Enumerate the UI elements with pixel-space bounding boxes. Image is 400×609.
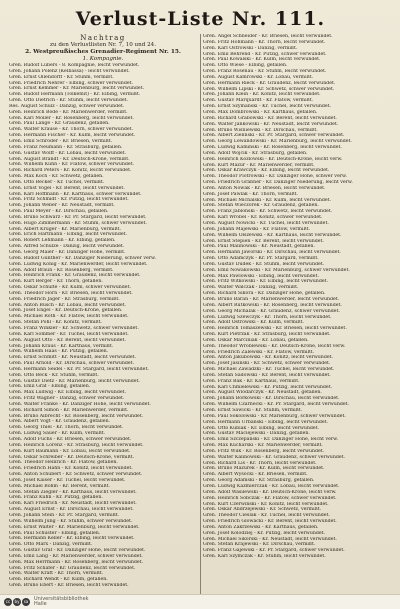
list-item: Gren. Kurt Mazur - Kr. Marienwerder, vermißt. bbox=[203, 162, 315, 168]
list-item: Gren. Richard Wendt - Kr. Kulm, gefallen. bbox=[9, 577, 108, 583]
list-item: Gren. Max Ludwig - Kr. Elbing, leicht verwundet. bbox=[9, 390, 126, 396]
list-item: Gren. Richard Grabowski - Kr. Berent, leicht verwundet. bbox=[203, 115, 337, 121]
list-item: Gren. Gustav Marquardt - Kr. Flatow, vermißt. bbox=[203, 98, 314, 104]
list-item: Gren. Fritz Schäfer - Kr. Graudenz, leicht verwundet. bbox=[9, 565, 136, 571]
list-item: Gren. August Brandt - Kr. Deutsch-Krone, vermißt. bbox=[9, 156, 130, 162]
library-line-2: Halle bbox=[34, 601, 47, 607]
list-item: Gren. Otto Kubiak - Kr. Elbing, leicht verwundet. bbox=[203, 425, 320, 431]
list-item: Gren. Stefan Krajewski - Kr. Dirschau, vermißt. bbox=[203, 542, 316, 548]
left-entry-list bbox=[9, 63, 197, 589]
list-item: Gren. Friedrich Nehrer - Elbing, schwer verwundet. bbox=[9, 80, 133, 86]
list-item: Gren. Gustav Dietz - Kr. Marienburg, leicht verwundet. bbox=[9, 378, 140, 384]
list-item: Gren. Ernst Stepien - Kr. Berent, leicht verwundet. bbox=[203, 238, 324, 244]
list-item: Gren. Michael Zawadzki - Kr. Tuchel, leicht verwundet. bbox=[203, 367, 335, 373]
list-item: Gren. Walter Krause - Kr. Thorn, schwer verwundet. bbox=[9, 127, 133, 133]
library-footer bbox=[0, 594, 400, 609]
list-item: Gren. Paul Meyer - Kr. Dirschau, gefallen. bbox=[9, 209, 109, 215]
list-item: Gren. Ernst Schmitt - Kr. Neustadt, leicht verwundet. bbox=[9, 355, 137, 361]
list-item: Res. August Schulz - Danzig, schwer verwundet. bbox=[9, 103, 125, 109]
list-item: Gren. Kurt Baumann - Kr. Löbau, leicht verwundet. bbox=[9, 448, 131, 454]
list-item: Gren. Walter Kalinowski - Kr. Graudenz, schwer verwundet. bbox=[203, 454, 345, 460]
list-item: Gren. Oskar Andrzejewski - Kr. Schwetz, vermißt. bbox=[203, 507, 322, 513]
list-item: Gren. Karl Wróbel - Kr. Konitz, schwer verwundet. bbox=[203, 215, 323, 221]
list-item: Gren. Oskar Marciniak - Kr. Löbau, gefallen. bbox=[203, 337, 309, 343]
by-badge: by bbox=[14, 599, 20, 604]
intro-subheading: zu den Verlustlisten Nr. 7, 10 und 24. bbox=[50, 42, 156, 48]
list-item: Gren. Paul Sokolowski - Kr. Marienburg, schwer verwundet. bbox=[203, 413, 346, 419]
list-item: Gren. Heinrich Bode - Kr. Marienwerder, vermißt. bbox=[9, 109, 128, 115]
list-item: Gren. Karl Friedrich - Kr. Neustadt, leicht verwundet. bbox=[9, 501, 137, 507]
list-item: Gren. Albert Wysocki - Kr. Briesen, vermißt. bbox=[203, 472, 308, 478]
list-item: Gren. Max Kucharski - Kr. Marienwerder, vermißt. bbox=[203, 443, 323, 449]
list-item: Gren. Otto Adamczyk - Kr. Pr. Stargard, vermißt. bbox=[203, 256, 319, 262]
list-item: Gren. Gustav Maciejewski - Danzig, gefallen. bbox=[203, 431, 310, 437]
list-item: Gren. Theodor Horn - Kr. Briesen, leicht verwundet. bbox=[9, 290, 133, 296]
list-item: Gren. Ernst Ollendorff - Kr. Stuhm, vermißt. bbox=[9, 74, 114, 80]
list-item: Gren. Otto Becker - Kr. Tuchel, vermißt. bbox=[9, 179, 105, 185]
list-item: Gren. Bruno Wisniewski - Kr. Dirschau, vermißt. bbox=[203, 127, 318, 133]
list-item: Gren. Albert Krüger - Kr. Marienburg, vermißt. bbox=[9, 226, 122, 232]
list-item: Gren. Karl Sommer - Kr. Tuchel, leicht verwundet. bbox=[9, 331, 129, 337]
list-item: Gren. Anton Jakubowski - Kr. Konitz, leicht verwundet. bbox=[203, 355, 333, 361]
list-item: Gren. Anton Busch - Kr. Löbau, leicht verwundet. bbox=[9, 302, 127, 308]
list-item: Gren. Stefan Ziegler - Kr. Karthaus, leicht verwundet. bbox=[9, 489, 137, 495]
list-item: Gren. Ernst Szymanski - Kr. Tuchel, leicht verwundet. bbox=[203, 104, 332, 110]
cc-badge: cc bbox=[5, 599, 11, 604]
list-item: Gren. Georg Adamski - Kr. Strasburg, gefallen. bbox=[203, 478, 315, 484]
list-item: Gren. Georg Thiel - Kr. Thorn, leicht verwundet. bbox=[9, 425, 124, 431]
list-item: Gren. Bruno Baran - Kr. Marienwerder, leicht verwundet. bbox=[203, 296, 340, 302]
list-item: Gren. Johann Stein - Kr. Pr. Stargard, vermißt. bbox=[9, 512, 120, 518]
list-item: Gren. Stefan Wieczorek - Kr. Graudenz, gefallen. bbox=[203, 203, 319, 209]
list-item: Gren. August Nowicki - Kr. Tuchel, leicht verwundet. bbox=[203, 221, 329, 226]
list-item: Gren. Heinrich Kozlowski - Kr. Deutsch-Krone, leicht verw. bbox=[203, 156, 343, 162]
list-item: Gren. Ludwig Kazmierczak - Kr. Löbau, leicht verwundet. bbox=[203, 483, 340, 489]
list-item: Gren. August Kamrowski - Kr. Löbau, vermißt. bbox=[203, 74, 314, 80]
list-item: Gren. Max Herrmann - Kr. Rosenberg, leicht verwundet. bbox=[9, 559, 144, 565]
list-item: Gren. Bruno Ebert - Kr. Briesen, leicht verwundet. bbox=[9, 583, 129, 589]
list-item: Gren. Max Pawlowski - Elbing, leicht verwundet. bbox=[203, 273, 319, 279]
list-item: Gren. Hermann Fischer - Kr. Kulm, leicht verwundet. bbox=[9, 133, 136, 139]
list-item: Gren. Walter Walczak - Danzig, vermißt. bbox=[203, 285, 299, 291]
left-column bbox=[9, 34, 197, 595]
list-item: Gren. Wilhelm Lipski - Kr. Schwetz, schwer verwundet. bbox=[203, 86, 335, 92]
list-item: Gren. Wilhelm Czarnecki - Kr. Pr. Stargard, leicht verwundet. bbox=[203, 402, 349, 408]
list-item: Gren. Max Koch - Kr. Schwetz, gefallen. bbox=[9, 174, 104, 180]
list-item: Gren. Max Dombrowski - Kr. Karthaus, gefallen. bbox=[203, 109, 318, 115]
list-item: Gren. Fritz Wilk - Kr. Rosenberg, leicht verwundet. bbox=[203, 448, 325, 454]
list-item: Gren. Ludwig Kaminski - Kr. Rosenberg, leicht verwundet. bbox=[203, 145, 342, 151]
list-item: Gren. Karl Chmielewski - Kr. Putzig, leicht verwundet. bbox=[203, 384, 333, 390]
list-item: Gren. Walter Franke - Kr. Danziger Höhe, leicht verwundet. bbox=[9, 401, 151, 407]
list-item: Gren. Georg Michalak - Kr. Graudenz, schwer verwundet. bbox=[203, 308, 340, 314]
page-title: Verlust-Liste Nr. 111. bbox=[75, 8, 326, 30]
list-item: Gren. Karl Szymczak - Kr. Stuhm, leicht verwundet. bbox=[203, 554, 326, 560]
list-item: Gren. Hermann Urbanski - Elbing, leicht verwundet. bbox=[203, 419, 329, 425]
list-item: Gren. Albert Vogt - Kr. Graudenz, gefallen. bbox=[9, 419, 111, 425]
list-item: Gren. Karl Hoffmann - Kr. Karthaus, schwer verwundet. bbox=[9, 191, 142, 197]
list-item: Gren. Otto Dietrich - Kr. Stuhm, leicht verwundet. bbox=[9, 98, 128, 104]
list-item: Gren. Franz Jablonski - Kr. Schwetz, leicht verwundet. bbox=[203, 209, 333, 215]
list-item: Gren. Gustav Dudek - Kr. Stuhm, leicht verwundet. bbox=[203, 261, 325, 267]
list-item: Gren. Hugo Zimmermann - Kr. Stuhm, schwer verwundet. bbox=[9, 220, 147, 226]
list-item: Gren. Anton Schubert - Kr. Schwetz, schwer verwundet. bbox=[9, 472, 143, 478]
list-item: Gren. Hermann Rieck - Kr. Graudenz, leicht verwundet. bbox=[203, 80, 336, 86]
list-item: Gren. Adolf Ostrowski - Kr. Kulm, vermißt. bbox=[203, 320, 304, 326]
list-item: Gren. Kurt Czerwinski - Kr. Konitz, leicht verwundet. bbox=[203, 501, 329, 507]
library-name bbox=[34, 597, 89, 608]
regiment-heading: 2. Westpreußisches Grenadier-Regiment Nr. 15. bbox=[25, 49, 181, 55]
list-item: Gren. Johann Weber - Kr. Neustadt, vermißt. bbox=[9, 203, 115, 209]
list-item: Gren. Bruno Albrecht - Kr. Rosenberg, leicht verwundet. bbox=[9, 413, 144, 419]
list-item: Gren. Adolf Fuchs - Kr. Briesen, schwer verwundet. bbox=[9, 437, 132, 442]
list-item: Gren. Heinrich Tomaszewski - Kr. Briesen, leicht verwundet. bbox=[203, 326, 347, 332]
sa-badge: sa bbox=[23, 599, 29, 604]
list-item: Gren. Ernst Vogel - Kr. Berent, leicht verwundet. bbox=[9, 185, 125, 191]
list-item: Gren. Fritz Witkowski - Kr. Elbing, leicht verwundet. bbox=[203, 279, 328, 285]
list-item: Gren. Wilhelm Haas - Kr. Putzig, gefallen. bbox=[9, 349, 109, 355]
list-item: Gren. Heinrich Sobczak - Kr. Flatow, schwer verwundet. bbox=[203, 495, 337, 501]
list-item: Gren. Franz Bak - Kr. Karthaus, vermißt. bbox=[203, 378, 300, 384]
library-line-1: Universitätsbibliothek bbox=[34, 595, 89, 602]
list-item: Gren. Friedrich Grabner - Kr. Danziger Niederung, leicht verw. bbox=[203, 180, 353, 186]
list-item: Gren. Michael Michalski - Kr. Kulm, leicht verwundet. bbox=[203, 197, 332, 203]
list-item: Gren. Richard Simon - Kr. Marienwerder, vermißt. bbox=[9, 407, 129, 413]
right-entry-list bbox=[203, 34, 391, 560]
list-item: Gren. Emil Nowakowski - Kr. Marienburg, schwer verwundet. bbox=[203, 267, 350, 273]
list-item: Gren. Kurt Pietrzak - Kr. Strasburg, leicht verwundet. bbox=[203, 332, 331, 338]
list-item: Gren. Ludwig Sauer - Kr. Kulm, vermißt. bbox=[9, 431, 106, 437]
list-item: Gren. Georg Maier - Kr. Danziger Höhe, vermißt. bbox=[9, 250, 126, 255]
list-item: Gren. Josef Engel - Kr. Deutsch-Krone, gefallen. bbox=[9, 308, 123, 314]
list-item: Gren. Hermann Keller - Kr. Elbing, leicht verwundet. bbox=[9, 536, 135, 542]
list-item: Gren. Karl Möller - Kr. Rosenberg, leicht verwundet. bbox=[9, 115, 134, 121]
list-item: Gren. Rudolf Günther - Kr. Danziger Niederung, schwer verw. bbox=[9, 255, 156, 261]
list-item: Gren. August Ernst - Kr. Dirschau, leicht verwundet. bbox=[9, 507, 134, 513]
list-item: Gren. Otto Wiese - Elbing, gefallen. bbox=[203, 63, 288, 69]
list-item: Gren. Franz Gajewski - Kr. Pr. Stargard, schwer verwundet. bbox=[203, 548, 345, 554]
list-item: Gren. Emil Behrend - Kr. Putzig, schwer verwundet. bbox=[203, 51, 327, 57]
list-item: Gren. Albert Zielinski - Kr. Pr. Stargard, schwer verwundet. bbox=[203, 133, 345, 139]
list-item: Gren. Adolf Braun - Kr. Rosenberg, vermißt. bbox=[9, 267, 114, 273]
list-item: Gren. Friedrich Hahn - Kr. Konitz, leicht verwundet. bbox=[9, 466, 133, 472]
list-item: Gren. Paul Arnold - Kr. Dirschau, schwer verwundet. bbox=[9, 361, 135, 367]
list-item: Gren. Theodor Wróblewski - Kr. Deutsch-Krone, leicht verw. bbox=[203, 343, 346, 349]
list-item: Gren. Michael Roth - Kr. Flatow, leicht verwundet. bbox=[9, 314, 129, 320]
list-item: Gren. Otto Beck - Kr. Stuhm, vermißt. bbox=[9, 372, 99, 378]
list-item: Gren. Bruno Mazurek - Kr. Kulm, leicht verwundet. bbox=[203, 466, 325, 472]
list-item: Gren. Alfred Schulze - Danzig, leicht verwundet. bbox=[9, 244, 125, 250]
list-item: Gren. Richard Sikora - Kr. Danziger Höhe, gefallen. bbox=[203, 291, 326, 297]
list-item: Gren. Josef Kaiser - Kr. Tuchel, leicht verwundet. bbox=[9, 477, 126, 483]
list-item: Gren. Wilhelm Olszewski - Kr. Karthaus, leicht verwundet. bbox=[203, 232, 342, 238]
list-item: Gren. Robert Lehmann - Kr. Elbing, gefallen. bbox=[9, 238, 116, 244]
list-item: Gren. Franz Kuhn - Kr. Putzig, gefallen. bbox=[9, 495, 103, 501]
list-item: Gren. Ernst Kemmer - Kr. Marienburg, leicht verwundet. bbox=[9, 86, 145, 92]
list-item: Gren. Richard Lis - Kr. Thorn, leicht verwundet. bbox=[203, 460, 317, 466]
list-item: Gren. August Otto - Kr. Berent, leicht verwundet. bbox=[9, 337, 126, 343]
right-column bbox=[203, 34, 391, 595]
list-item: Gren. Heinrich Lorenz - Kr. Strasburg, leicht verwundet. bbox=[9, 442, 144, 448]
list-item: Gren. Hermann Jaworski - Kr. Dirschau, leicht verwundet. bbox=[203, 250, 341, 256]
list-item: Gren. Emil Schröder - Kr. Briesen, vermißt. bbox=[9, 138, 113, 144]
list-item: Gren. Anton Zakrzewski - Kr. Karthaus, gefallen. bbox=[203, 524, 319, 530]
list-item: Gren. Franz Winkler - Kr. Schwetz, schwer verwundet. bbox=[9, 325, 139, 331]
list-item: Gren. Adolf Wasilewski - Kr. Deutsch-Krone, leicht verw. bbox=[203, 489, 337, 495]
list-item: Gren. Fritz Hohmann - Kr. Thorn, leicht verwundet. bbox=[203, 39, 326, 45]
list-item: Gren. Ernst Sawicki - Kr. Stuhm, vermißt. bbox=[203, 408, 303, 413]
list-item: Gren. Anton Nowak - Kr. Briesen, leicht verwundet. bbox=[203, 185, 326, 191]
list-item: Gren. Johann Majewski - Kr. Flatow, vermißt. bbox=[203, 226, 310, 232]
list-item: Gren. Johann Kraus - Kr. Karthaus, vermißt. bbox=[9, 343, 114, 349]
list-item: Gren. Johann Polenz (Kelbassa) - leicht verwundet. bbox=[9, 68, 130, 74]
list-item: Gren. Oskar Schulte - Kr. Kulm, schwer verwundet. bbox=[9, 285, 131, 291]
list-item: Gren. Michael Böhm - Kr. Berent, vermißt. bbox=[9, 483, 110, 489]
list-item: Gren. Wilhelm Jung - Kr. Stuhm, schwer verwundet. bbox=[9, 518, 133, 524]
list-item: Gren. Fritz Wagner - Danzig, schwer verwundet. bbox=[9, 396, 125, 402]
list-item: Gren. Josef Jasinski - Kr. Schwetz, schwer verwundet. bbox=[203, 361, 331, 367]
list-item: Gren. Theodor Cieslak - Kr. Tuchel, leicht verwundet. bbox=[203, 513, 330, 519]
list-item: Gren. Walter Jankowski - Kr. Neustadt, leicht verwundet. bbox=[203, 121, 339, 127]
list-item: Gren. Emil Szczepanski - Kr. Danziger Höhe, leicht verw. bbox=[203, 437, 339, 443]
list-item: Gren. Ludwig König - Kr. Marienwerder, leicht verwundet. bbox=[9, 261, 148, 267]
list-item: Gren. Friedrich Glowacki - Kr. Berent, leicht verwundet. bbox=[203, 519, 337, 525]
list-item: Gren. Rudolf Hermann (Tolkemit) - Kr. Elbing, vermißt. bbox=[9, 92, 141, 98]
intro-heading: Nachtrag bbox=[80, 34, 126, 42]
cc-license-icon bbox=[4, 598, 30, 606]
list-item: Gren. Emil Lang - Kr. Marienwerder, schwer verwundet. bbox=[9, 553, 143, 559]
list-item: Gren. Theodor Piotrowski - Kr. Danziger Höhe, schwer verw. bbox=[203, 174, 347, 180]
list-item: Gren. Angel Schneider - Kr. Briesen, leicht verwundet. bbox=[203, 34, 333, 39]
list-item: Gren. Fritz Schmidt - Kr. Putzig, leicht verwundet. bbox=[9, 197, 129, 203]
list-item: Gren. Johann Klein - Kr. Konitz, leicht verwundet. bbox=[203, 92, 321, 98]
list-item: Gren. Theodor Heinrich - Kr. Flatow, gefallen. bbox=[9, 460, 118, 466]
list-item: Gren. Gustav Graf - Kr. Danziger Höhe, leicht verwundet. bbox=[9, 548, 146, 554]
list-item: Gren. Karl Ostrowski - Danzig, vermißt. bbox=[203, 45, 298, 51]
columns bbox=[9, 34, 391, 595]
list-item: Gren. Michael Sikorski - Kr. Neustadt, leicht verwundet. bbox=[203, 536, 337, 542]
list-item: Gren. Heinrich Frank - Kr. Graudenz, leicht verwundet. bbox=[9, 273, 141, 279]
list-item: Gren. Albert Rutkowski - Kr. Rosenberg, leicht verwundet. bbox=[203, 302, 342, 308]
list-item: Gren. Otto Marx - Danzig, vermißt. bbox=[9, 542, 93, 548]
list-item: Gren. Hermann Seidel - Kr. Pr. Stargard, leicht verwundet. bbox=[9, 366, 149, 372]
list-item: Gren. Josef Kolodziej - Kr. Putzig, leicht verwundet. bbox=[203, 530, 326, 536]
list-item: Gren. Paul Malinowski - Kr. Neustadt, gefallen. bbox=[203, 244, 315, 250]
list-item: Gren. Gustav Wolff - Kr. Löbau, leicht verwundet. bbox=[9, 150, 127, 156]
list-item: Gren. Emil Graf - Elbing, gefallen. bbox=[9, 384, 91, 390]
list-item: Gren. Johann Borkowski - Kr. Dirschau, leicht verwundet. bbox=[203, 396, 340, 402]
list-item: Gren. Josef Pawlak - Kr. Thorn, vermißt. bbox=[203, 191, 298, 197]
list-item: Gren. Friedrich Jäger - Kr. Strasburg, vermißt. bbox=[9, 296, 120, 302]
list-item: Gren. Franz Rosenau - Kr. Stuhm, leicht verwundet. bbox=[203, 69, 327, 75]
list-item: Gren. Franz Neumann - Kr. Strasburg, gefallen. bbox=[9, 144, 123, 150]
list-item: Gren. Paul Schuster - Elbing, gefallen. bbox=[9, 530, 101, 536]
list-item: Gren. Ernst Walter - Kr. Marienburg, leicht verwundet. bbox=[9, 524, 140, 530]
list-item: Gren. Kurt Berger - Kr. Thorn, gefallen. bbox=[9, 279, 103, 285]
list-item: Gren. Georg Lewandowski - Kr. Marienburg, leicht verwundet. bbox=[203, 139, 352, 145]
list-item: Gren. Paul Kowalski - Kr. Kulm, leicht verwundet. bbox=[203, 57, 321, 63]
list-item: Gren. Wilhelm Kühn - Kr. Flatow, schwer verwundet. bbox=[9, 162, 135, 168]
list-item: Gren. Ludwig Szewczyk - Kr. Thorn, leicht verwundet. bbox=[203, 314, 332, 320]
list-item: Gren. Oskar Schreiber - Kr. Deutsch-Krone, vermißt. bbox=[9, 454, 135, 460]
list-item: Gren. Richard Peters - Kr. Konitz, leicht verwundet. bbox=[9, 168, 132, 174]
list-item: Gren. August Wlodarczyk - Kr. Neustadt, gefallen. bbox=[203, 390, 322, 396]
list-item: Gren. Rudolf Lubers - 8. Kompagnie, leicht verwundet. bbox=[9, 63, 140, 68]
list-item: Gren. Stefan Sadowski - Kr. Berent, leicht verwundet. bbox=[203, 372, 331, 378]
list-item: Gren. Stefan Pohl - Kr. Konitz, vermißt. bbox=[9, 320, 102, 326]
list-item: Gren. Oskar Krawczyk - Kr. Elbing, leicht verwundet. bbox=[203, 168, 330, 174]
list-item: Gren. Walter Kraft - Kr. Thorn, vermißt. bbox=[9, 571, 104, 577]
list-item: Gren. Paul Lange - Kr. Graudenz, gefallen. bbox=[9, 121, 110, 127]
list-item: Gren. Friedrich Zalewski - Kr. Flatow, vermißt. bbox=[203, 349, 315, 355]
list-item: Gren. Erich Hartmann - Elbing, leicht verwundet. bbox=[9, 232, 127, 238]
list-item: Gren. Bruno Schwarz - Kr. Pr. Stargard, leicht verwundet. bbox=[9, 214, 147, 220]
company-heading: 1. Kompagnie. bbox=[82, 56, 124, 62]
list-item: Gren. Adolf Wojcik - Kr. Strasburg, gefallen. bbox=[203, 150, 308, 156]
